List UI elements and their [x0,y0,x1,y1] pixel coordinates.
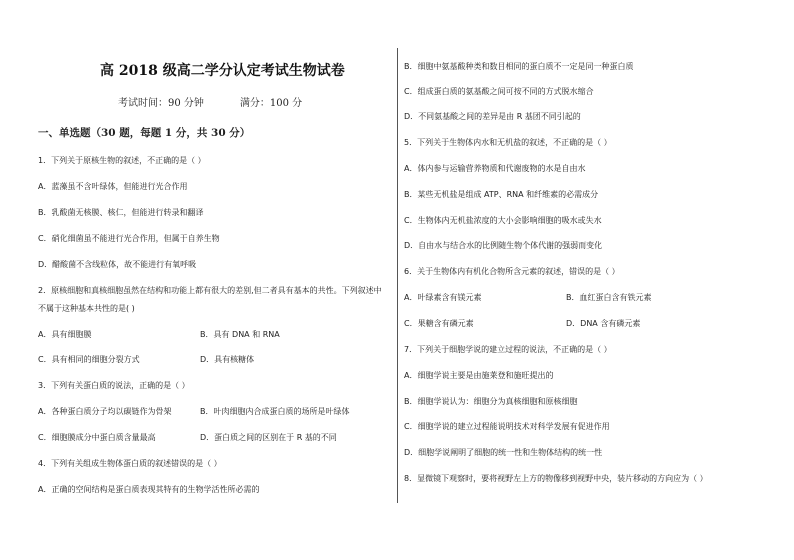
question-4: 4．下列有关组成生物体蛋白质的叙述错误的是（ ） [38,459,222,468]
option-1c: C．硝化细菌虽不能进行光合作用，但属于自养生物 [38,234,220,243]
option-1a: A．蓝藻虽不含叶绿体，但能进行光合作用 [38,182,188,191]
option-6b: B．血红蛋白含有铁元素 [566,293,652,302]
question-3: 3．下列有关蛋白质的说法，正确的是（ ） [38,381,190,390]
left-column [0,0,396,560]
option-5c: C．生物体内无机盐浓度的大小会影响细胞的吸水或失水 [404,216,602,225]
option-5d: D．自由水与结合水的比例随生物个体代谢的强弱而变化 [404,241,603,250]
question-8: 8．显微镜下观察时，要将视野左上方的物像移到视野中央，装片移动的方向应为（ ） [404,474,708,483]
exam-time: 考试时间：90 分钟 [118,98,204,109]
question-2-line2: 不属于这种基本共性的是( ) [38,304,135,313]
exam-score: 满分：100 分 [239,98,303,109]
question-5: 5．下列关于生物体内水和无机盐的叙述，不正确的是（ ） [404,138,612,147]
option-5b: B．某些无机盐是组成 ATP、RNA 和纤维素的必需成分 [404,190,599,199]
option-3d: D．蛋白质之间的区别在于 R 基的不同 [200,433,337,442]
option-7c: C．细胞学说的建立过程能说明技术对科学发展有促进作用 [404,422,610,431]
option-2d: D．具有核糖体 [200,355,255,364]
question-6: 6．关于生物体内有机化合物所含元素的叙述，错误的是（ ） [404,267,620,276]
option-1d: D．醋酸菌不含线粒体，故不能进行有氧呼吸 [38,260,197,269]
question-7: 7．下列关于细胞学说的建立过程的说法，不正确的是（ ） [404,345,612,354]
exam-title: 高 2018 级高二学分认定考试生物试卷 [100,63,345,79]
option-7d: D．细胞学说阐明了细胞的统一性和生物体结构的统一性 [404,448,603,457]
option-6d: D．DNA 含有磷元素 [566,319,641,328]
question-1: 1．下列关于原核生物的叙述，不正确的是（ ） [38,156,206,165]
option-3c: C．细胞膜成分中蛋白质含量最高 [38,433,156,442]
option-4d: D．不同氨基酸之间的差异是由 R 基团不同引起的 [404,112,581,121]
option-6c: C．果糖含有磷元素 [404,319,474,328]
option-2b: B．具有 DNA 和 RNA [200,330,280,339]
option-7b: B．细胞学说认为：细胞分为真核细胞和原核细胞 [404,397,578,406]
right-column [400,0,794,560]
section-heading: 一、单选题（30 题，每题 1 分，共 30 分） [38,127,251,139]
option-3b: B．叶肉细胞内合成蛋白质的场所是叶绿体 [200,407,350,416]
option-4a: A．正确的空间结构是蛋白质表现其特有的生物学活性所必需的 [38,485,260,494]
exam-meta [118,94,302,109]
option-4c: C．组成蛋白质的氨基酸之间可按不同的方式脱水缩合 [404,87,594,96]
column-divider [397,48,398,503]
option-6a: A．叶绿素含有镁元素 [404,293,482,302]
option-2c: C．具有相同的细胞分裂方式 [38,355,140,364]
question-2-line1: 2．原核细胞和真核细胞虽然在结构和功能上都有很大的差别,但二者具有基本的共性。下列叙述中 [38,286,382,295]
option-7a: A．细胞学说主要是由施莱登和施旺提出的 [404,371,554,380]
option-4b: B．细胞中氨基酸种类和数目相同的蛋白质不一定是同一种蛋白质 [404,62,634,71]
option-2a: A．具有细胞膜 [38,330,92,339]
option-3a: A．各种蛋白质分子均以碳链作为骨架 [38,407,172,416]
option-1b: B．乳酸菌无核膜、核仁，但能进行转录和翻译 [38,208,204,217]
option-5a: A．体内参与运输营养物质和代谢废物的水是自由水 [404,164,586,173]
